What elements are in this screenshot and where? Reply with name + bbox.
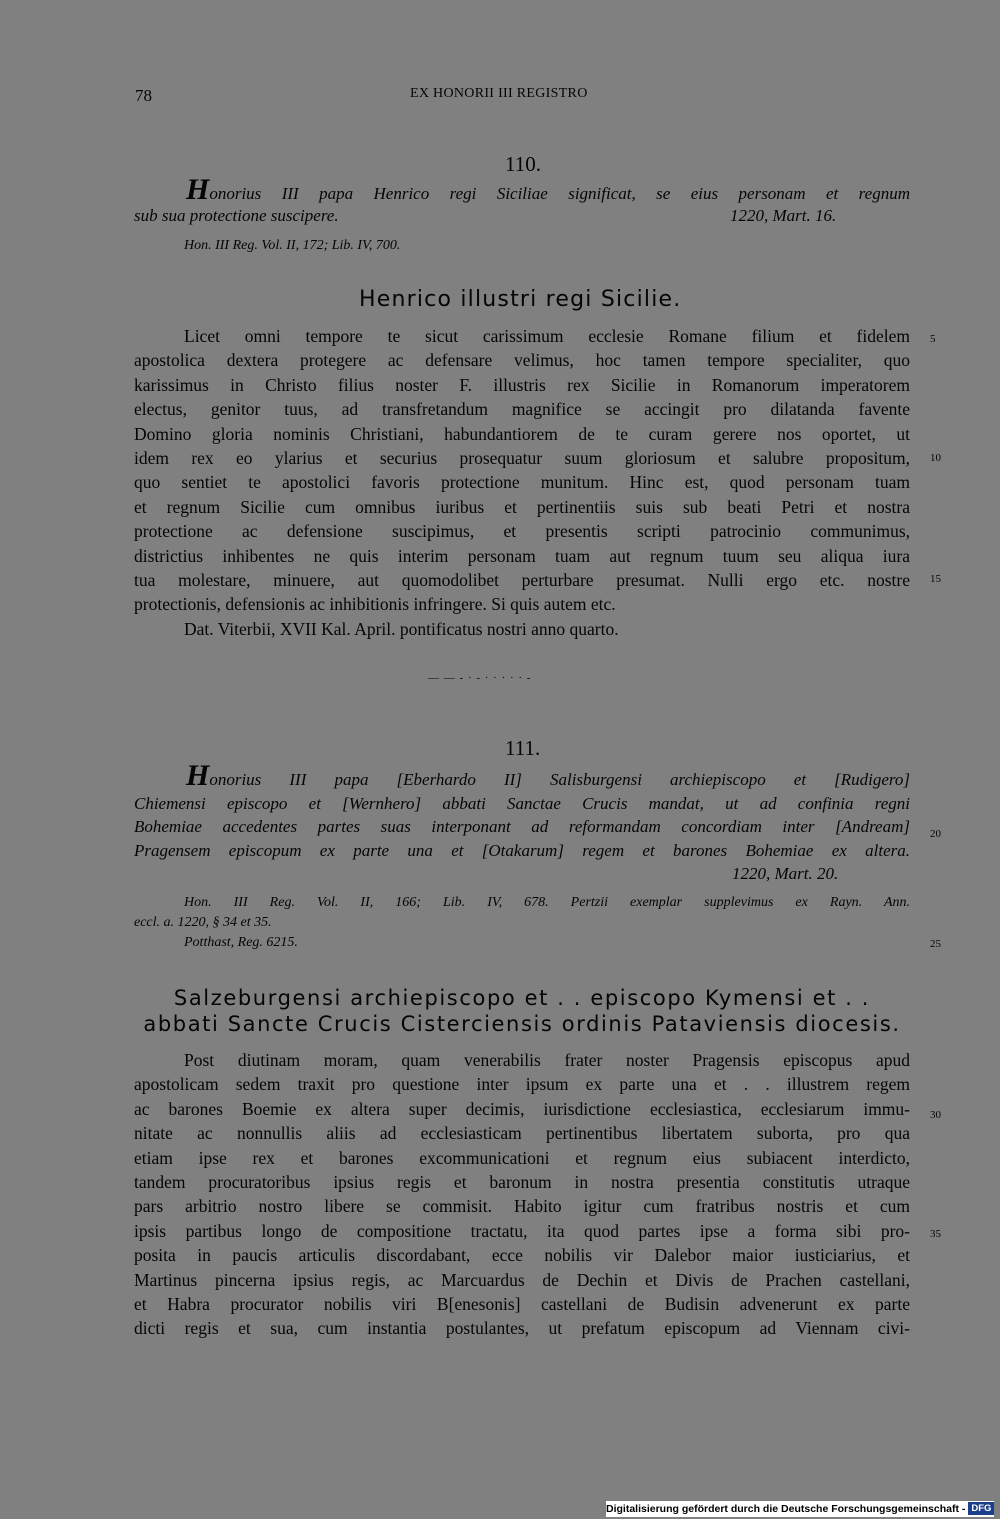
regest-line: Chiemensi episcopo et [Wernhero] abbati Sanctae Crucis mandat, ut ad confinia regni	[134, 793, 910, 813]
regest-110	[134, 173, 910, 226]
drop-initial: H	[186, 759, 210, 792]
address-line: Salzeburgensi archiepiscopo et . . episcopo Kymensi et . .	[173, 986, 871, 1010]
text-line: quo sentiet te apostolici favoris protectione munitum. Hinc est, quod personam tuam	[134, 472, 910, 493]
dfg-logo: DFG	[968, 1502, 994, 1515]
source-line: Hon. III Reg. Vol. II, 166; Lib. IV, 678. Pertzii exemplar supplevimus ex Rayn. Ann.	[184, 895, 910, 910]
line-number-25: 25	[930, 938, 941, 950]
address-111	[134, 985, 910, 1037]
text-line: districtius inhibentes ne quis interim personam tuam aut regnum tuum seu aliqua iura	[134, 545, 910, 566]
digitization-credit	[606, 1501, 994, 1517]
line-number-5: 5	[930, 333, 936, 345]
text-line: et Habra procurator nobilis viri B[enesonis] castellani de Budisin advenerunt ex parte	[134, 1293, 910, 1314]
regest-line: sub sua protectione suscipere. 1220, Mart. 16.	[134, 205, 837, 225]
line-number-35: 35	[930, 1228, 941, 1240]
text-111	[134, 1048, 910, 1341]
regest-line: Pragensem episcopum ex parte una et [Otakarum] regem et barones Bohemiae ex altera.	[134, 840, 910, 860]
text-line: etiam ipse rex et barones excommunicationi et regnum eius subiacent interdicto,	[134, 1147, 910, 1168]
document-number-110: 110.	[505, 152, 541, 176]
text-line: pars arbitrio nostro libere se commisit. Habito igitur cum fratribus nostris et cum	[134, 1196, 910, 1217]
text-line: ipsis partibus longo de compositione tractatu, ita quod partes ipse a forma sibi pro-	[134, 1220, 910, 1241]
page-number: 78	[135, 86, 152, 105]
text-line: apostolica dextera protegere ac defensare velimus, hoc tamen tempore specialiter, quo	[134, 350, 910, 371]
credit-text: Digitalisierung gefördert durch die Deutsche Forschungsgemeinschaft -	[606, 1503, 966, 1515]
text-line: idem rex eo ylarius et securius prosequatur suum gloriosum et salubre propositum,	[134, 447, 910, 468]
section-separator: — — - · - · · · · · -	[428, 672, 532, 684]
regest-line: Bohemiae accedentes partes suas interponant ad reformandam concordiam inter [Andream]	[134, 817, 910, 836]
text-line: protectionis, defensionis ac inhibitionis infringere. Si quis autem etc.	[134, 594, 616, 615]
line-number-20: 20	[930, 828, 941, 840]
source-line: Hon. III Reg. Vol. II, 172; Lib. IV, 700.	[184, 238, 401, 253]
line-number-15: 15	[930, 573, 941, 585]
text-line: Martinus pincerna ipsius regis, ac Marcuardus de Dechin et Divis de Prachen castellani,	[134, 1269, 910, 1290]
regest-line: Honorius III papa [Eberhardo II] Salisburgensi archiepiscopo et [Rudigero]	[186, 759, 910, 792]
line-number-10: 10	[930, 452, 941, 464]
text-line: Licet omni tempore te sicut carissimum ecclesie Romane filium et fidelem	[184, 326, 910, 346]
text-line: ac barones Boemie ex altera super decimis, iurisdictione ecclesiastica, ecclesiarum immu-	[134, 1098, 910, 1119]
drop-initial: H	[186, 173, 210, 206]
address-line: abbati Sancte Crucis Cisterciensis ordinis Pataviensis diocesis.	[143, 1012, 901, 1036]
source-line: eccl. a. 1220, § 34 et 35.	[134, 915, 272, 930]
text-line: nitate ac nonnullis aliis ad ecclesiasticam pertinentibus libertatem suborta, pro qua	[134, 1123, 910, 1144]
source-line: Potthast, Reg. 6215.	[184, 935, 298, 950]
regest-date: 1220, Mart. 16.	[730, 205, 837, 225]
source-110	[134, 236, 910, 256]
regest-111	[134, 759, 910, 886]
source-111	[134, 893, 910, 953]
line-number-30: 30	[930, 1109, 941, 1121]
text-line: karissimus in Christo filius noster F. illustris rex Sicilie in Romanorum imperatorem	[134, 374, 910, 395]
text-line: posita in paucis articulis discordabant, ecce nobilis vir Dalebor maior iusticiarius, et	[134, 1245, 910, 1266]
dating-clause: Dat. Viterbii, XVII Kal. April. pontificatus nostri anno quarto.	[184, 618, 619, 639]
text-line: Post diutinam moram, quam venerabilis frater noster Pragensis episcopus apud	[184, 1050, 910, 1070]
text-line: Domino gloria nominis Christiani, habundantiorem de te curam gerere nos oportet, ut	[134, 423, 910, 444]
text-line: dicti regis et sua, cum instantia postulantes, ut prefatum episcopum ad Viennam civi-	[134, 1318, 910, 1339]
running-title: EX HONORII III REGISTRO	[410, 86, 588, 101]
text-line: electus, genitor tuus, ad transfretandum magnifice se accingit pro dilatanda favente	[134, 399, 910, 420]
regest-line: Honorius III papa Henrico regi Siciliae significat, se eius personam et regnum	[186, 173, 910, 206]
regest-date: 1220, Mart. 20.	[732, 864, 839, 883]
text-line: et regnum Sicilie cum omnibus iuribus et pertinentiis suis sub beati Petri et nostra	[134, 496, 910, 517]
text-line: apostolicam sedem traxit pro questione inter ipsum ex parte una et . . illustrem regem	[134, 1074, 910, 1095]
text-110	[134, 324, 910, 641]
address-110: Henrico illustri regi Sicilie.	[359, 287, 682, 312]
text-line: protectione ac defensione suscipimus, et presentis scripti patrocinio communimus,	[134, 521, 910, 542]
document-number-111: 111.	[505, 736, 541, 760]
text-line: tandem procuratoribus ipsius regis et baronum in nostra presentia constitutis utraque	[134, 1171, 910, 1192]
text-line: tua molestare, minuere, aut quomodolibet perturbare presumat. Nulli ergo etc. nostre	[134, 569, 910, 590]
